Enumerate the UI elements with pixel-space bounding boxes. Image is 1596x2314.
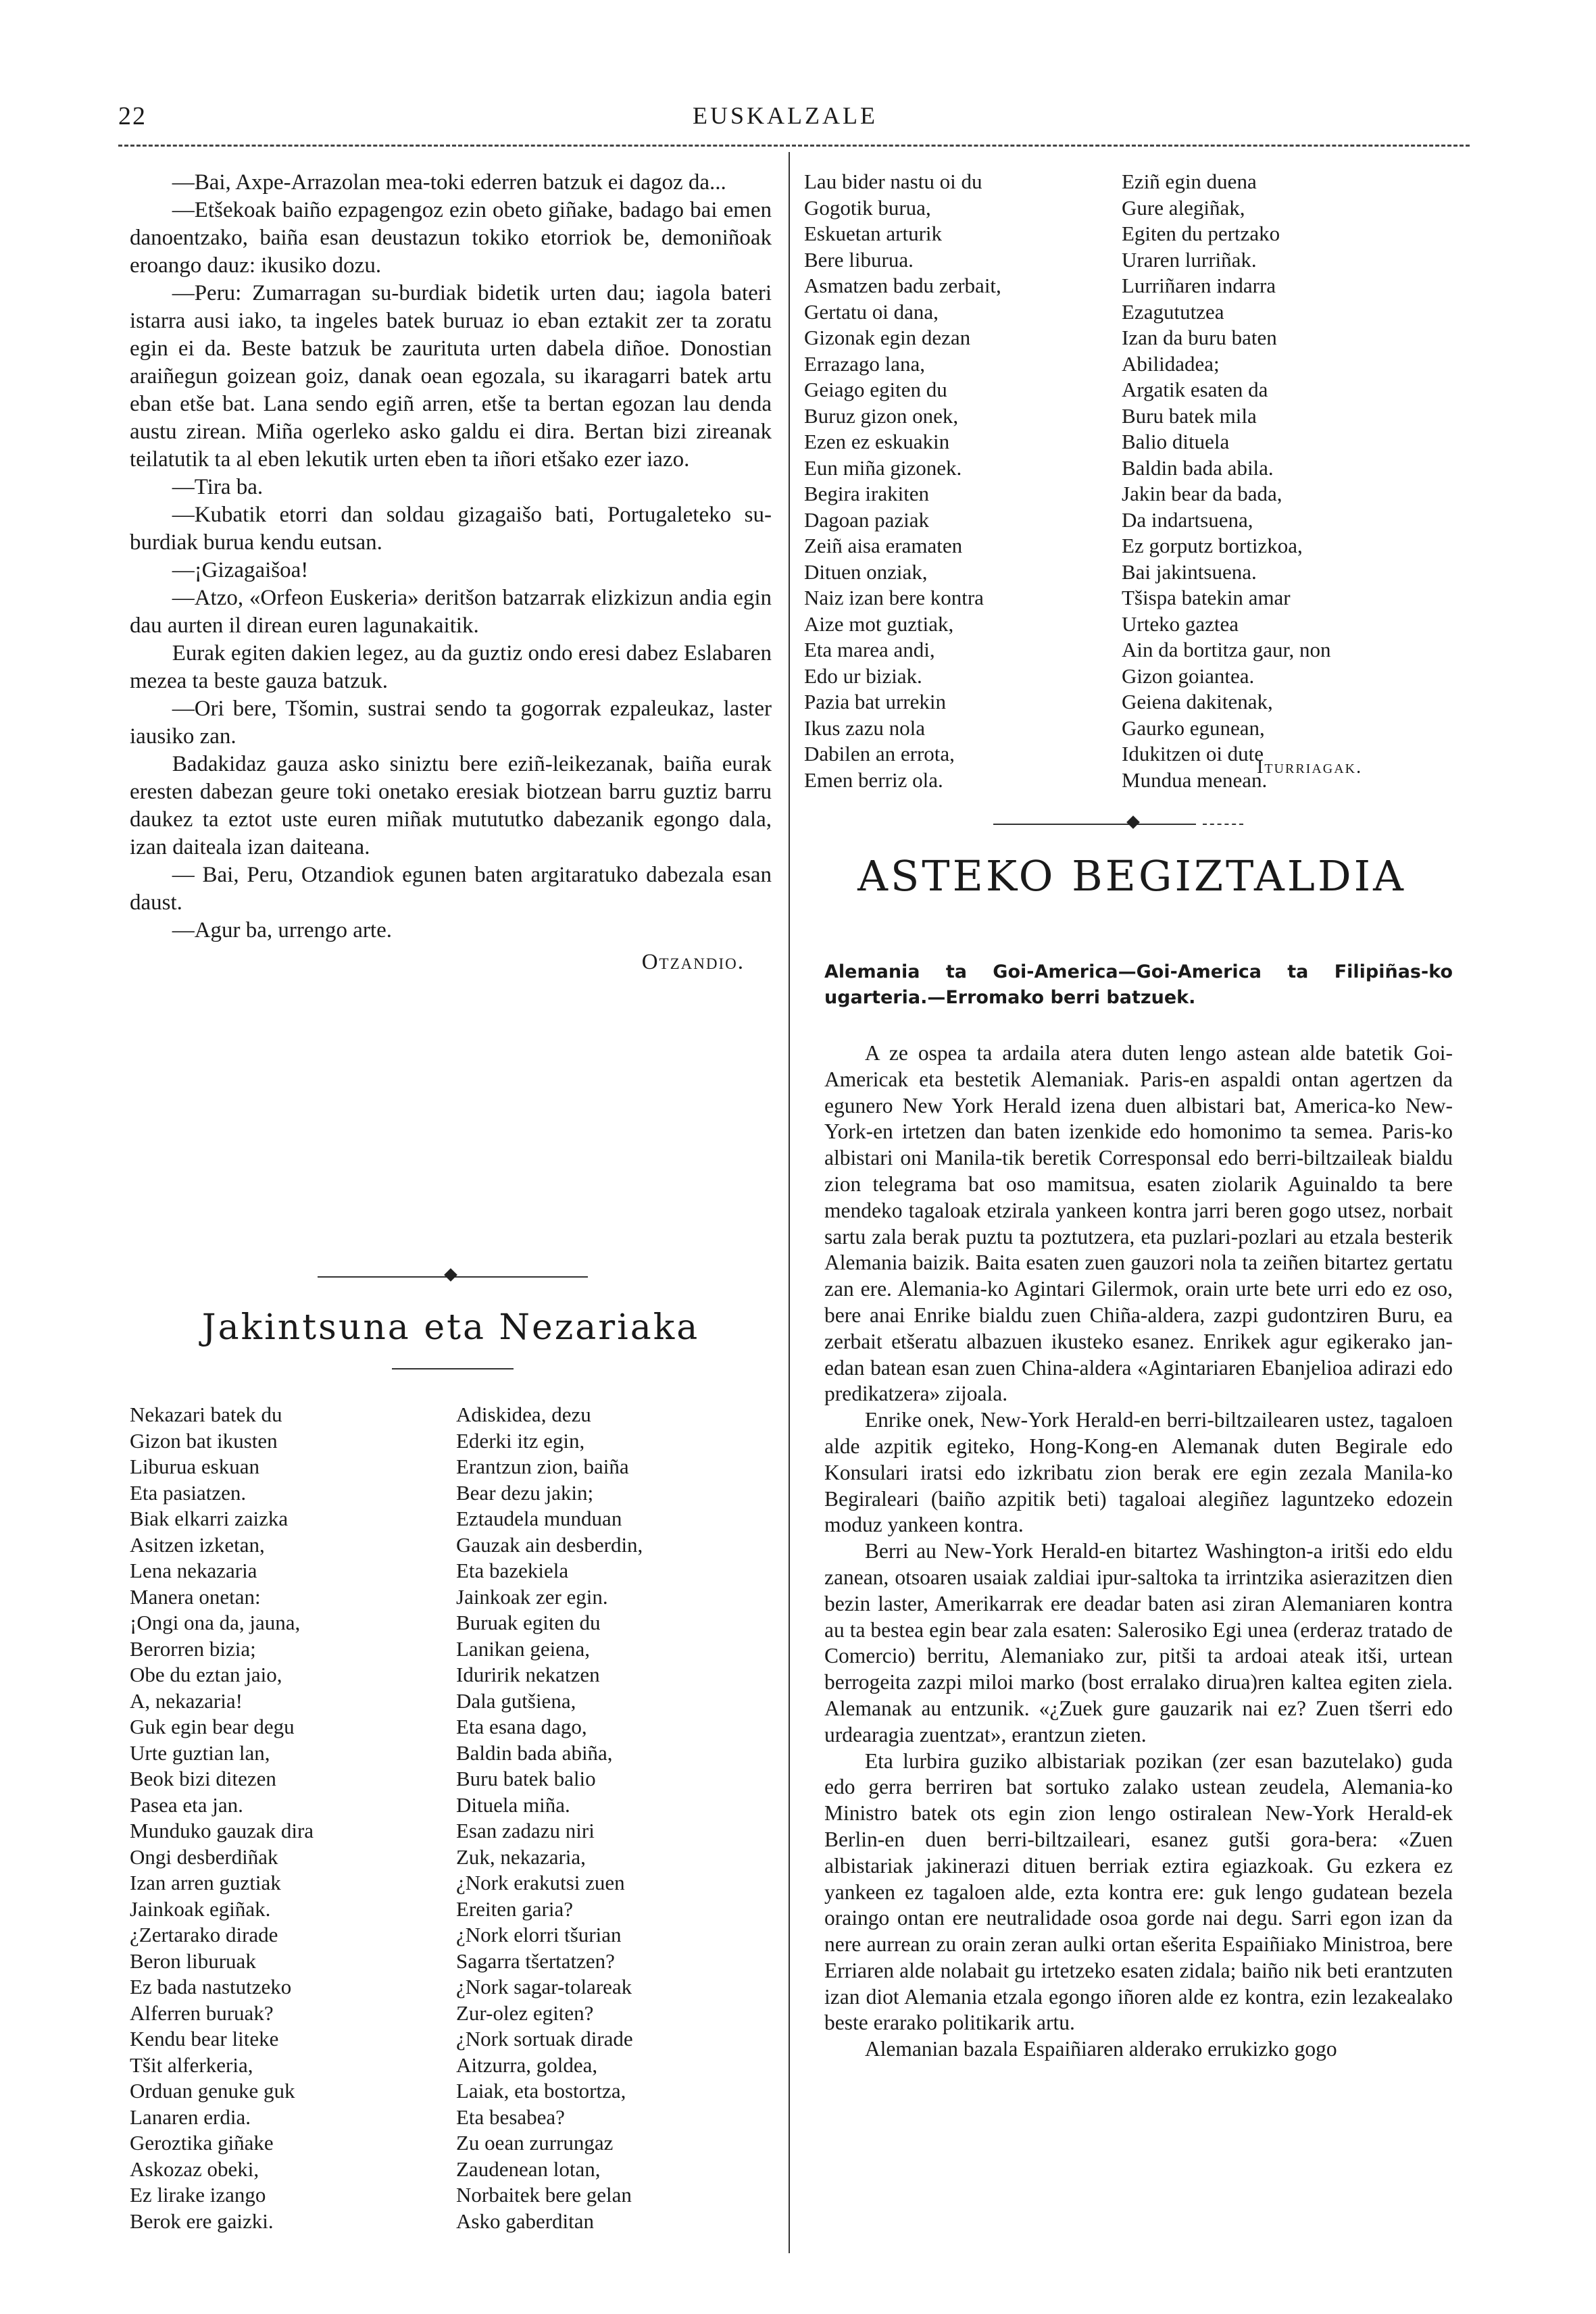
- poem-line: Lanaren erdia.: [130, 2105, 251, 2129]
- poem-line: Gizon goiantea.: [1122, 663, 1255, 688]
- dialogue-article: [130, 169, 772, 976]
- poem-line: Zaudenean lotan,: [456, 2157, 601, 2181]
- poem-line: ¿Nork erakutsi zuen: [456, 1871, 625, 1894]
- poem-line: Iduririk nekatzen: [456, 1663, 600, 1686]
- poem-line: Eta marea andi,: [804, 638, 935, 661]
- section-ornament: [318, 1270, 588, 1284]
- poem-column-1: [130, 1402, 314, 2234]
- poem-line: Eta pasiatzen.: [130, 1480, 247, 1505]
- paragraph: Alemanian bazala Espaiñiaren alderako errukizko gogo: [864, 2037, 1337, 2061]
- poem-line: Zeiñ aisa eramaten: [804, 534, 963, 557]
- poem-line: Gizon bat ikusten: [130, 1428, 278, 1453]
- poem-line: Kendu bear liteke: [130, 2027, 279, 2051]
- poem-line: Dabilen an errota,: [804, 742, 955, 765]
- poem-line: Norbaitek bere gelan: [456, 2183, 632, 2207]
- poem-line: Eun miña gizonek.: [804, 455, 962, 480]
- section-ornament: [993, 818, 1264, 831]
- poem-line: Dituela miña.: [456, 1792, 570, 1817]
- poem-line: Begira irakiten: [804, 482, 930, 505]
- poem-line: Ezagututzea: [1122, 299, 1224, 324]
- poem-line: Alferren buruak?: [130, 2001, 274, 2025]
- poem-line: Pazia bat urrekin: [804, 690, 947, 713]
- poem-line: Baldin bada abila.: [1122, 455, 1274, 480]
- poem-line: Buruak egiten du: [456, 1611, 601, 1634]
- poem-line: Nekazari batek du: [130, 1403, 282, 1426]
- poem-line: Sagarra tšertatzen?: [456, 1948, 615, 1973]
- poem-line: Izan da buru baten: [1122, 326, 1277, 349]
- poem-line: Eskuetan arturik: [804, 222, 943, 245]
- poem-line: Manera onetan:: [130, 1584, 261, 1609]
- paragraph: —Etšekoak baiño ezpagengoz ezin obeto giñake, badago bai emen danoentzako, baiña esan deustazun tokiko etorriok be, demoniñoak eroango dauz: ikusiko dozu.: [130, 198, 772, 278]
- poem-line: Orduan genuke guk: [130, 2079, 295, 2103]
- poem-line: Adiskidea, dezu: [456, 1403, 591, 1426]
- paragraph: A ze ospea ta ardaila atera duten lengo astean alde batetik Goi-Americak eta bestetik Alemaniak. Paris-en aspaldi ontan agertzen da egunero New York Herald izena duen albistari bat, America-ko New-York-en irtetzen dan baten izenkide edo homonimo ta semea. Paris-ko albistari oni Manila-tik beretik Corresponsal edo berri-biltzaileak bialdu zion telegrama bat oso mamitsua, esaten ziolarik Aguinaldo ta bere mendeko tagaloak etzirala yankeen kontra jarri beren gogo utsez, norbait sartu zala berak puztu ta poztutzera, eta puzlari-pozlari au etzala besterik Alemania baizik. Baita esaten zuen gauzori nola ta zeiñen bitartez gertatu zan ere. Alemania-ko Agintari Gilermok, orain urte bete urri edo ez oso, bere anai Enrike bialdu zuen Chiña-aldera, zazpi gudontziren Buru, ea zerbait etšeratu albazuen ikusteko esanez. Enrikek agur egikerako jan-edan batean esan zuen China-aldera «Agintariaren Ebanjelioa adirazi edo predikatzera» zijoala.: [824, 1041, 1453, 1406]
- ornament-line: [1203, 824, 1243, 825]
- poem-line: Tšispa batekin amar: [1122, 586, 1291, 609]
- article-subheading: Alemania ta Goi-America—Goi-America ta Filipiñas-ko ugarteria.—Erromako berri batzuek.: [824, 961, 1453, 1008]
- poem-line: Aize mot guztiak,: [804, 611, 954, 636]
- poem-line: Pasea eta jan.: [130, 1792, 243, 1817]
- diamond-icon: [1126, 815, 1140, 829]
- poem-line: Ez bada nastutzeko: [130, 1975, 292, 1998]
- poem-line: Gizonak egin dezan: [804, 326, 971, 349]
- poem-line: Dala gutšiena,: [456, 1688, 576, 1713]
- diamond-icon: [444, 1268, 457, 1282]
- poem-line: ¿Zertarako dirade: [130, 1923, 278, 1946]
- poem-line: Emen berriz ola.: [804, 768, 943, 792]
- poem-line: Biak elkarri zaizka: [130, 1507, 289, 1530]
- poem-line: Guk egin bear degu: [130, 1715, 295, 1738]
- poem-line: Jakin bear da bada,: [1122, 482, 1282, 505]
- poem-author: Iturriagak.: [1257, 757, 1363, 778]
- page-header: [118, 95, 1470, 135]
- paragraph: —Atzo, «Orfeon Euskeria» deritšon batzarrak elizkizun andia egin dau aurten il direan euren lagunakaitik.: [130, 586, 772, 638]
- poem-line: Geroztika giñake: [130, 2131, 274, 2155]
- poem-line: Uraren lurriñak.: [1122, 247, 1257, 272]
- poem-line: Geiago egiten du: [804, 378, 947, 401]
- poem-line: Asko gaberditan: [456, 2209, 595, 2233]
- poem-line: Ain da bortitza gaur, non: [1122, 638, 1331, 661]
- poem-line: Geiena dakitenak,: [1122, 690, 1273, 713]
- poem-line: Ezen ez eskuakin: [804, 430, 950, 453]
- poem-line: Asmatzen badu zerbait,: [804, 274, 1001, 297]
- poem-line: Aitzurra, goldea,: [456, 2053, 598, 2077]
- paragraph: —¡Gizagaišoa!: [172, 558, 309, 582]
- poem-column-2: [456, 1402, 643, 2234]
- column-divider: [789, 152, 790, 2253]
- poem-line: Zu oean zurrungaz: [456, 2131, 614, 2155]
- poem-line: Lanikan geiena,: [456, 1636, 590, 1661]
- poem-line: Berorren bizia;: [130, 1636, 256, 1661]
- poem-column-3: [804, 169, 1001, 793]
- poem-line: Errazago lana,: [804, 351, 925, 376]
- paragraph: —Ori bere, Tšomin, sustrai sendo ta gogorrak ezpaleukaz, laster iausiko zan.: [130, 697, 772, 749]
- poem-line: Balio dituela: [1122, 430, 1230, 453]
- poem-line: Bere liburua.: [804, 247, 914, 272]
- poem-line: Argatik esaten da: [1122, 378, 1268, 401]
- poem-line: ¿Nork sortuak dirade: [456, 2027, 633, 2051]
- poem-line: Ederki itz egin,: [456, 1428, 585, 1453]
- paragraph: Berri au New-York Herald-en bitartez Washington-a iritši edo eldu zanean, otsoaren usaiak zaldiai ipur-saltoka ta irrintzika asierazitzen dien bezin laster, Amerikarrak ere deadar baten asi ziran Alemaniaren kontra au ta bestea egin bear zala esaten: Salerosiko Egi unea (erderaz tratado de Comercio) berritu, Alemaniako zur, pitši ta ardoai ateak itši, urtean berrogeita zazpi miloi marko (bost erralako dirua)ren kaltea egiten ziela. Alemanak au entzunik. «¿Zuek gure gauzarik nai ez? Zuen tšerri edo urdearagia zuentzat», erantzun zieten.: [824, 1539, 1453, 1746]
- poem-line: Jainkoak egiñak.: [130, 1896, 271, 1921]
- poem-line: Ez gorputz bortizkoa,: [1122, 534, 1303, 557]
- poem-line: Gauzak ain desberdin,: [456, 1532, 643, 1557]
- ornament-line: [993, 824, 1196, 825]
- poem-line: Eta besabea?: [456, 2105, 565, 2129]
- paragraph: —Peru: Zumarragan su-burdiak bidetik urten dau; iagola bateri istarra ausi iako, ta ingeles batek buruaz io eban eztakit zer ta zoratu egin ei da. Beste batzuk be zaurituta urten dabela diñoe. Donostian araiñegun goizean goiz, danak oean egozala, su ikaragarri batek artu eban etše bat. Lana sendo egiñ arren, etše ta bertan egozan lau denda austu zirean. Miña ogerleko asko galdu ei dira. Bertan bizi zireanak teilatutik ta al eben lekutik urten eben ta iñori etšako ezer iazo.: [130, 281, 772, 472]
- paragraph: Enrike onek, New-York Herald-en berri-biltzailearen ustez, tagaloen alde azpitik egiteko, Hong-Kong-en Alemanak duten Begirale edo Konsulari iratsi edo izkribatu zion berak ere egin zezala Manila-ko Begiraleari (baiño azpitik beti) tagaloai alegiñez laguntzeko edozein moduz yankeen kontra.: [824, 1408, 1453, 1537]
- paragraph: —Bai, Axpe-Arrazolan mea-toki ederren batzuk ei dagoz da...: [172, 170, 726, 195]
- paragraph: —Tira ba.: [172, 475, 264, 499]
- publication-title: EUSKALZALE: [693, 102, 878, 129]
- poem-line: Buru batek balio: [456, 1767, 596, 1790]
- poem-line: ¿Nork elorri tšurian: [456, 1923, 622, 1946]
- poem-line: Esan zadazu niri: [456, 1819, 595, 1842]
- poem-line: Izan arren guztiak: [130, 1871, 281, 1894]
- paragraph: —Agur ba, urrengo arte.: [172, 918, 392, 942]
- poem-line: Eztaudela munduan: [456, 1507, 622, 1530]
- poem-line: Urteko gaztea: [1122, 611, 1239, 636]
- poem-line: Buruz gizon onek,: [804, 403, 959, 428]
- paragraph: —Kubatik etorri dan soldau gizagaišo bati, Portugaleteko su-burdiak burua kendu eutsan.: [130, 503, 772, 555]
- poem-line: Bai jakintsuena.: [1122, 559, 1257, 584]
- poem-line: Gaurko egunean,: [1122, 715, 1265, 740]
- poem-line: Eziñ egin duena: [1122, 170, 1257, 193]
- poem-line: Munduko gauzak dira: [130, 1819, 314, 1842]
- poem-line: Ereiten garia?: [456, 1896, 573, 1921]
- weekly-review-article: [824, 1040, 1453, 2063]
- poem-line: Laiak, eta bostortza,: [456, 2079, 626, 2103]
- poem-line: Lau bider nastu oi du: [804, 170, 982, 193]
- poem-line: Zur-olez egiten?: [456, 2001, 594, 2025]
- paragraph: Badakidaz gauza asko siniztu bere eziñ-leikezanak, baiña eurak eresten dabezan geure toki onetako eresiak biotzean barru guztiz barru daukez ta eztot uste euren miñak mutututko dabezanik egongo dala, izan daiteala izan daiteana.: [130, 752, 772, 859]
- poem-column-4: [1122, 169, 1331, 793]
- poem-line: Da indartsuena,: [1122, 507, 1253, 532]
- poem-line: Eta bazekiela: [456, 1559, 569, 1582]
- poem-line: Beok bizi ditezen: [130, 1767, 276, 1790]
- poem-line: Berok ere gaizki.: [130, 2209, 274, 2233]
- poem-line: Askozaz obeki,: [130, 2157, 259, 2181]
- poem-line: Gure alegiñak,: [1122, 195, 1245, 220]
- poem-line: Gogotik burua,: [804, 195, 931, 220]
- poem-line: Gertatu oi dana,: [804, 299, 939, 324]
- poem-line: Idukitzen oi dute: [1122, 742, 1264, 765]
- poem-line: Lena nekazaria: [130, 1559, 257, 1582]
- poem-line: Abilidadea;: [1122, 351, 1220, 376]
- poem-line: Edo ur biziak.: [804, 663, 922, 688]
- poem-line: Beron liburuak: [130, 1948, 256, 1973]
- poem-line: Baldin bada abiña,: [456, 1740, 613, 1765]
- paragraph: Eurak egiten dakien legez, au da guztiz ondo eresi dabez Eslabaren mezea ta beste gauza batzuk.: [130, 641, 772, 693]
- poem-line: Ongi desberdiñak: [130, 1844, 278, 1869]
- paragraph: Eta lurbira guziko albistariak pozikan (zer esan bazutelako) guda edo gerra berriren bat sortuko zalako ustean zeudela, Alemania-ko Ministro batek ots egin zion lengo ostiralean New-York Herald-ek Berlin-en duen berri-biltzaileari, esanez gutši gora-bera: «Zuen albistariak jakinerazi dituen berriak eztira egiazkoak. Gu ezkera ez yankeen ez tagaloen alde, ezta kontra ere: guk lengo gudatean bezela oraingo ontan ere neutralidade osoa gorde nai degu. Sarri egon izan da nere aurrean zu orain zeran aulki ortan ešerita Espaiñiako Ministroa, bere Erriaren alde nolabait gu irtetzeko esaten zidala; baiño nik beti erantzuten izan diot Alemania etzala egongo iñoren alde ez kontra, ezin lezakealako beste erarako politikarik artu.: [824, 1749, 1453, 2035]
- poem-line: Liburua eskuan: [130, 1455, 259, 1478]
- poem-line: Ez lirake izango: [130, 2183, 266, 2207]
- poem-line: Tšit alferkeria,: [130, 2053, 253, 2077]
- weekly-review-title: ASTEKO BEGIZTALDIA: [857, 851, 1406, 901]
- poem-line: Ikus zazu nola: [804, 715, 926, 740]
- page-number: 22: [118, 102, 147, 130]
- poem-line: Naiz izan bere kontra: [804, 586, 984, 609]
- poem-line: Bear dezu jakin;: [456, 1480, 594, 1505]
- poem-line: Dituen onziak,: [804, 559, 928, 584]
- poem-line: Urte guztian lan,: [130, 1740, 270, 1765]
- poem-line: Lurriñaren indarra: [1122, 274, 1276, 297]
- poem-line: Jainkoak zer egin.: [456, 1584, 608, 1609]
- poem-line: Asitzen izketan,: [130, 1532, 265, 1557]
- article-signature: Otzandio.: [641, 950, 745, 974]
- poem-title: Jakintsuna eta Nezariaka: [201, 1307, 700, 1348]
- title-underline: [392, 1368, 514, 1369]
- poem-line: Dagoan paziak: [804, 507, 930, 532]
- poem-line: A, nekazaria!: [130, 1688, 243, 1713]
- poem-line: Zuk, nekazaria,: [456, 1844, 586, 1869]
- poem-line: Erantzun zion, baiña: [456, 1455, 629, 1478]
- poem-line: Buru batek mila: [1122, 403, 1257, 428]
- poem-line: Mundua menean.: [1122, 768, 1268, 792]
- poem-line: ¡Ongi ona da, jauna,: [130, 1611, 301, 1634]
- header-rule: [118, 145, 1470, 147]
- poem-line: Obe du eztan jaio,: [130, 1663, 282, 1686]
- poem-line: Egiten du pertzako: [1122, 222, 1280, 245]
- poem-line: Eta esana dago,: [456, 1715, 587, 1738]
- poem-line: ¿Nork sagar-tolareak: [456, 1975, 632, 1998]
- paragraph: — Bai, Peru, Otzandiok egunen baten argitaratuko dabezala esan daust.: [130, 863, 772, 915]
